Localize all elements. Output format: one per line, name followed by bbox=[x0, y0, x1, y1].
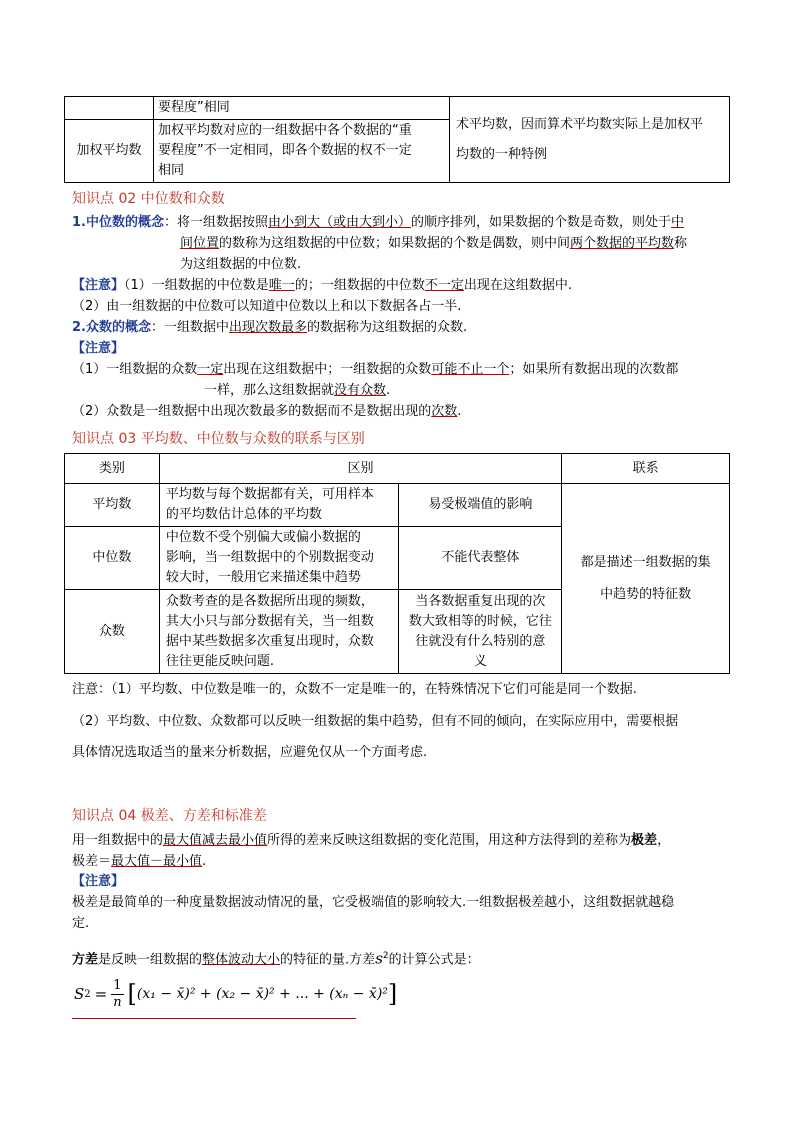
cell-line: 平均数与每个数据都有关，可用样本 bbox=[165, 487, 374, 502]
row-mean-name: 平均数 bbox=[65, 484, 160, 527]
cell-line: 数大致相等的时候，它往 bbox=[408, 613, 552, 629]
text: （1）一组数据的众数 bbox=[72, 362, 198, 377]
underlined-text: 两个数据的平均数 bbox=[570, 236, 675, 251]
text: . bbox=[457, 404, 462, 419]
underlined-text: 次数 bbox=[431, 404, 458, 419]
mode-line bbox=[72, 318, 467, 338]
kp03-note-1: 注意：（1）平均数、中位数是唯一的，众数不一定是唯一的，在特殊情况下它们可能是同一个数据. bbox=[72, 682, 637, 697]
kp03-heading: 知识点 03 平均数、中位数与众数的联系与区别 bbox=[72, 431, 365, 447]
top-table-right-line: 均数的一种特例 bbox=[456, 146, 548, 162]
underlined-text: 中 bbox=[671, 215, 685, 230]
top-table-cell: 要程度”相同 bbox=[154, 97, 450, 120]
text: 极差＝ bbox=[72, 854, 112, 869]
text: ：将一组数据按照 bbox=[163, 215, 268, 230]
underlined-text: 最大值－最小值 bbox=[111, 854, 203, 869]
formula-underline bbox=[72, 1018, 356, 1019]
text: （1）一组数据的中位数是 bbox=[124, 278, 269, 293]
formula-lhs: S bbox=[74, 985, 85, 1003]
text: ；如果所有数据出现的次数都 bbox=[509, 362, 679, 377]
variance-symbol: s bbox=[375, 949, 383, 968]
text: . bbox=[202, 854, 207, 869]
underlined-text: 唯一 bbox=[268, 278, 295, 293]
kp04-note-label: 【注意】 bbox=[72, 874, 125, 889]
median-note-1 bbox=[72, 276, 572, 296]
text: . bbox=[386, 383, 391, 398]
text: 所得的差来反映这组数据的变化范围，用这种方法得到的差称为 bbox=[267, 833, 632, 848]
row-mean-diff2: 易受极端值的影响 bbox=[399, 484, 562, 527]
text: 是反映一组数据的 bbox=[98, 952, 203, 968]
weighted-mean-desc bbox=[154, 120, 450, 183]
cell-line: 较大时，一般用它来描述集中趋势 bbox=[165, 570, 361, 585]
fraction-denominator: n bbox=[113, 994, 122, 1010]
text: （2）众数是一组数据中出现次数最多的数据而不是数据出现的 bbox=[72, 404, 432, 419]
row-mode-name: 众数 bbox=[65, 590, 160, 674]
row-mode-diff2 bbox=[399, 590, 562, 674]
range-line-2 bbox=[72, 852, 206, 872]
text: 的计算公式是： bbox=[388, 952, 480, 968]
text: 的数称为这组数据的中位数；如果数据的个数是偶数，则中间 bbox=[219, 236, 571, 251]
median-line-2 bbox=[180, 234, 687, 254]
cell-line: 往就没有什么特别的意 bbox=[415, 633, 546, 649]
formula-body: (x₁ − x̄)² + (x₂ − x̄)² + ... + (xₙ − x̄)² bbox=[136, 986, 388, 1002]
cell-line: 当各数据重复出现的次 bbox=[415, 593, 546, 609]
text: ：一组数据中 bbox=[150, 320, 229, 335]
text: 一样，那么这组数据就 bbox=[204, 383, 335, 398]
kp04-heading: 知识点 04 极差、方差和标准差 bbox=[72, 808, 267, 824]
relation-line: 都是描述一组数据的集 bbox=[580, 554, 711, 570]
median-line-1 bbox=[72, 213, 684, 233]
kp03-note-2b: 具体情况选取适当的量来分析数据，应避免仅从一个方面考虑. bbox=[72, 745, 428, 760]
fraction-numerator: 1 bbox=[113, 977, 122, 993]
cell-line: 据中某些数据多次重复出现时，众数 bbox=[165, 633, 374, 649]
cell-line: 义 bbox=[473, 653, 487, 669]
cell-line: 其大小只与部分数据有关，当一组数 bbox=[165, 613, 374, 629]
mode-note-1b bbox=[204, 381, 390, 401]
text: 的特征的量.方差 bbox=[280, 952, 376, 968]
note-label: 【注意】 bbox=[72, 278, 125, 293]
row-median-name: 中位数 bbox=[65, 527, 160, 590]
bold-text: 极差 bbox=[631, 833, 658, 848]
variance-line: 方差是反映一组数据的整体波动大小的特征的量.方差$s^2$的计算公式是： bbox=[72, 949, 480, 968]
desc-line: 要程度”不一定相同，即各个数据的权不一定 bbox=[158, 143, 412, 158]
cell-line: 众数考查的是各数据所出现的频数， bbox=[165, 593, 374, 609]
text: 的数据称为这组数据的众数. bbox=[307, 320, 468, 335]
underlined-text: 出现次数最多 bbox=[229, 320, 308, 335]
header-relation: 联系 bbox=[562, 454, 730, 484]
text: 的；一组数据的中位数 bbox=[294, 278, 425, 293]
text: 出现在这组数据中. bbox=[463, 278, 572, 293]
header-category: 类别 bbox=[65, 454, 160, 484]
top-table-cell bbox=[65, 97, 154, 120]
weighted-mean-label: 加权平均数 bbox=[65, 120, 154, 183]
bold-text: 方差 bbox=[72, 952, 99, 968]
text: 出现在这组数据中；一组数据的众数 bbox=[223, 362, 432, 377]
kp04-note-2: 定. bbox=[72, 916, 90, 931]
underlined-text: 不一定 bbox=[424, 278, 464, 293]
kp03-note-2a: （2）平均数、中位数、众数都可以反映一组数据的集中趋势，但有不同的倾向，在实际应用中，需要根据 bbox=[72, 714, 679, 729]
mode-label: 2.众数的概念 bbox=[72, 320, 151, 335]
top-table-right-line: 术平均数，因而算术平均数实际上是加权平 bbox=[456, 116, 704, 132]
top-table bbox=[64, 96, 730, 183]
underlined-text: 没有众数 bbox=[334, 383, 387, 398]
kp04-note-1: 极差是最简单的一种度量数据波动情况的量，它受极端值的影响较大.一组数据极差越小，这组数据就越稳 bbox=[72, 895, 675, 910]
mode-note-label: 【注意】 bbox=[72, 341, 125, 356]
desc-line: 相同 bbox=[158, 163, 185, 178]
row-median-diff2: 不能代表整体 bbox=[399, 527, 562, 590]
underlined-text: 由小到大（或由大到小） bbox=[268, 215, 412, 230]
comparison-table bbox=[64, 453, 730, 674]
row-mean-diff1 bbox=[159, 484, 399, 527]
cell-line: 往往更能反映问题. bbox=[165, 653, 274, 669]
row-mode-diff1 bbox=[159, 590, 399, 674]
text: 用一组数据中的 bbox=[72, 833, 164, 848]
relation-line: 中趋势的特征数 bbox=[600, 586, 692, 602]
formula-fraction bbox=[111, 978, 123, 1011]
desc-line: 加权平均数对应的一组数据中各个数据的“重 bbox=[158, 123, 412, 138]
median-line-3: 为这组数据的中位数. bbox=[180, 257, 302, 272]
header-difference: 区别 bbox=[159, 454, 561, 484]
kp02-heading: 知识点 02 中位数和众数 bbox=[72, 191, 225, 207]
underlined-text: 最大值减去最小值 bbox=[163, 833, 268, 848]
text: ， bbox=[657, 833, 671, 848]
cell-line: 影响，当一组数据中的个别数据变动 bbox=[165, 550, 374, 565]
text: 称 bbox=[674, 236, 688, 251]
cell-line: 中位数不受个别偏大或偏小数据的 bbox=[165, 530, 361, 545]
underlined-text: 可能不止一个 bbox=[431, 362, 510, 377]
range-line-1 bbox=[72, 831, 670, 851]
mode-note-2 bbox=[72, 402, 461, 422]
underlined-text: 一定 bbox=[197, 362, 224, 377]
underlined-text: 间位置 bbox=[180, 236, 220, 251]
median-label: 1.中位数的概念 bbox=[72, 215, 164, 230]
relation-cell bbox=[562, 484, 730, 674]
variance-formula: S 2 = $\frac{1}{n}$ [ (x₁ − x̄)² + (x₂ − x̄)² + ... + (xₙ − x̄)² ] bbox=[74, 977, 398, 1010]
underlined-text: 整体波动大小 bbox=[202, 952, 281, 968]
cell-line: 的平均数估计总体的平均数 bbox=[165, 507, 322, 522]
mode-note-1 bbox=[72, 360, 678, 380]
median-note-2: （2）由一组数据的中位数可以知道中位数以上和以下数据各占一半. bbox=[72, 299, 462, 314]
row-median-diff1 bbox=[159, 527, 399, 590]
text: 的顺序排列，如果数据的个数是奇数，则处于 bbox=[411, 215, 672, 230]
top-table-right-cell bbox=[450, 97, 730, 183]
